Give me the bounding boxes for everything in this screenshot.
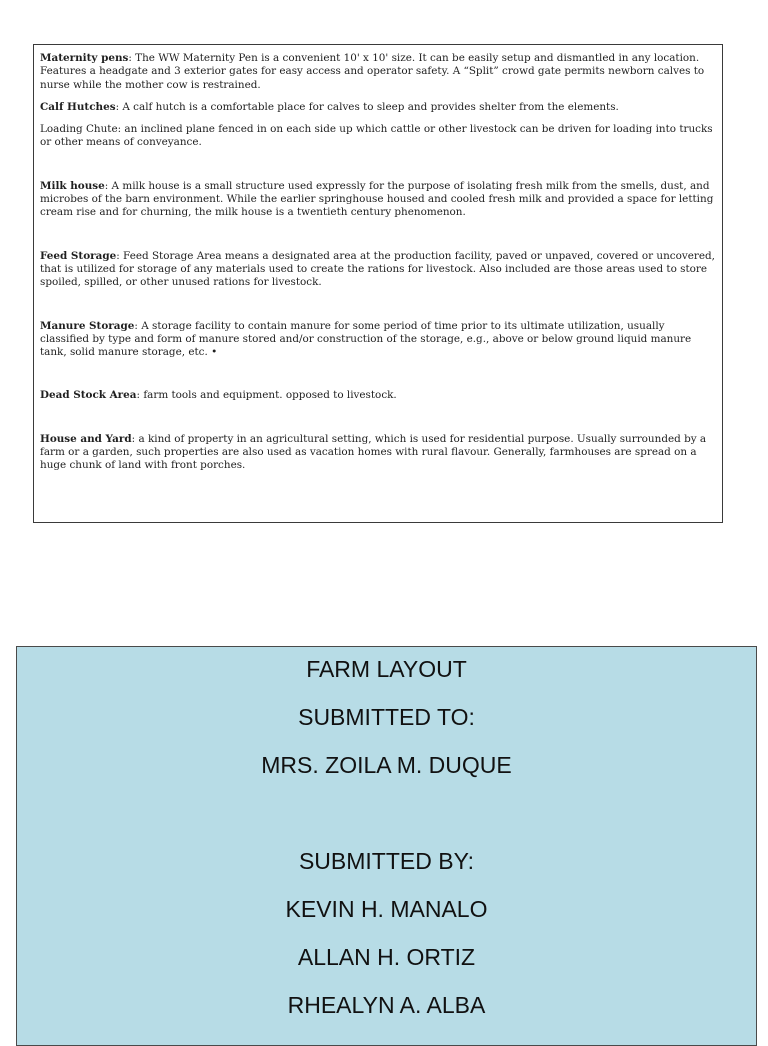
submitter-name: RHEALYN A. ALBA xyxy=(287,992,486,1018)
definition-text: a kind of property in an agricultural setting, which is used for residential purpose. Usually surrounded by a farm or a garden, such properties are also used as vacation homes with rural flavour. Generally, farmhouses are spread on a huge chunk of land with front porches. xyxy=(40,432,707,472)
definition-separator: : xyxy=(115,100,123,113)
definition-text: Loading Chute: an inclined plane fenced in on each side up which cattle or other livestock can be driven for loading into trucks or other means of conveyance. xyxy=(40,123,713,149)
definition-text: Feed Storage Area means a designated area at the production facility, paved or unpaved, covered or uncovered, that is utilized for storage of any materials used to create the rations for livestock. Also included are those areas used to store spoiled, spilled, or other unused rations for livestock. xyxy=(40,249,715,289)
definition-separator: : xyxy=(131,432,139,445)
definition-separator: : xyxy=(134,319,142,332)
definition-text: A storage facility to contain manure for some period of time prior to its ultimate utilization, usually classified by type and form of manure stored and/or construction of the storage, e.g., above or below ground liquid manure tank, solid manure storage, etc. • xyxy=(40,319,692,359)
definition-separator: : xyxy=(104,179,112,192)
definition-milk-house xyxy=(40,180,716,220)
definition-term: Manure Storage xyxy=(40,319,135,332)
definition-dead-stock-area xyxy=(40,389,716,402)
submitter-name: ALLAN H. ORTIZ xyxy=(297,944,476,970)
definition-term: Maternity pens xyxy=(40,52,129,64)
submitter-name: KEVIN H. MANALO xyxy=(285,896,488,922)
definition-text: The WW Maternity Pen is a convenient 10' x 10' size. It can be easily setup and dismantled in any location. Features a headgate and 3 exterior gates for easy access and operator safety. A “Split” crowd gate permits newborn calves to nurse while the mother cow is restrained. xyxy=(40,52,705,91)
definition-calf-hutches xyxy=(40,101,716,114)
definition-term: Feed Storage xyxy=(40,249,117,262)
definition-loading-chute xyxy=(40,123,716,150)
definition-term: House and Yard xyxy=(40,432,132,445)
definition-separator: : xyxy=(136,389,144,402)
definition-maternity-pens xyxy=(40,52,716,92)
definition-term: Dead Stock Area xyxy=(40,389,137,402)
submitted-to-label: SUBMITTED TO: xyxy=(298,704,475,730)
definition-text: A calf hutch is a comfortable place for calves to sleep and provides shelter from the elements. xyxy=(122,100,619,113)
definition-manure-storage xyxy=(40,320,716,360)
definition-term: Milk house xyxy=(40,179,105,192)
submitted-to-name: MRS. ZOILA M. DUQUE xyxy=(261,752,512,778)
definition-text: A milk house is a small structure used expressly for the purpose of isolating fresh milk from the smells, dust, and microbes of the barn environment. While the earlier springhouse housed and cooled fresh milk and provided a space for letting cream rise and for churning, the milk house is a twentieth century phenomenon. xyxy=(40,179,714,219)
document-title: FARM LAYOUT xyxy=(306,656,467,682)
submitted-by-label: SUBMITTED BY: xyxy=(298,848,475,874)
title-card xyxy=(16,646,757,1046)
definition-feed-storage xyxy=(40,250,716,290)
definition-separator: : xyxy=(116,249,124,262)
definition-term: Calf Hutches xyxy=(40,100,116,113)
definition-text: farm tools and equipment. opposed to livestock. xyxy=(143,389,397,402)
definition-separator: : xyxy=(128,52,136,64)
definitions-box xyxy=(33,44,723,523)
definition-house-and-yard xyxy=(40,433,716,473)
